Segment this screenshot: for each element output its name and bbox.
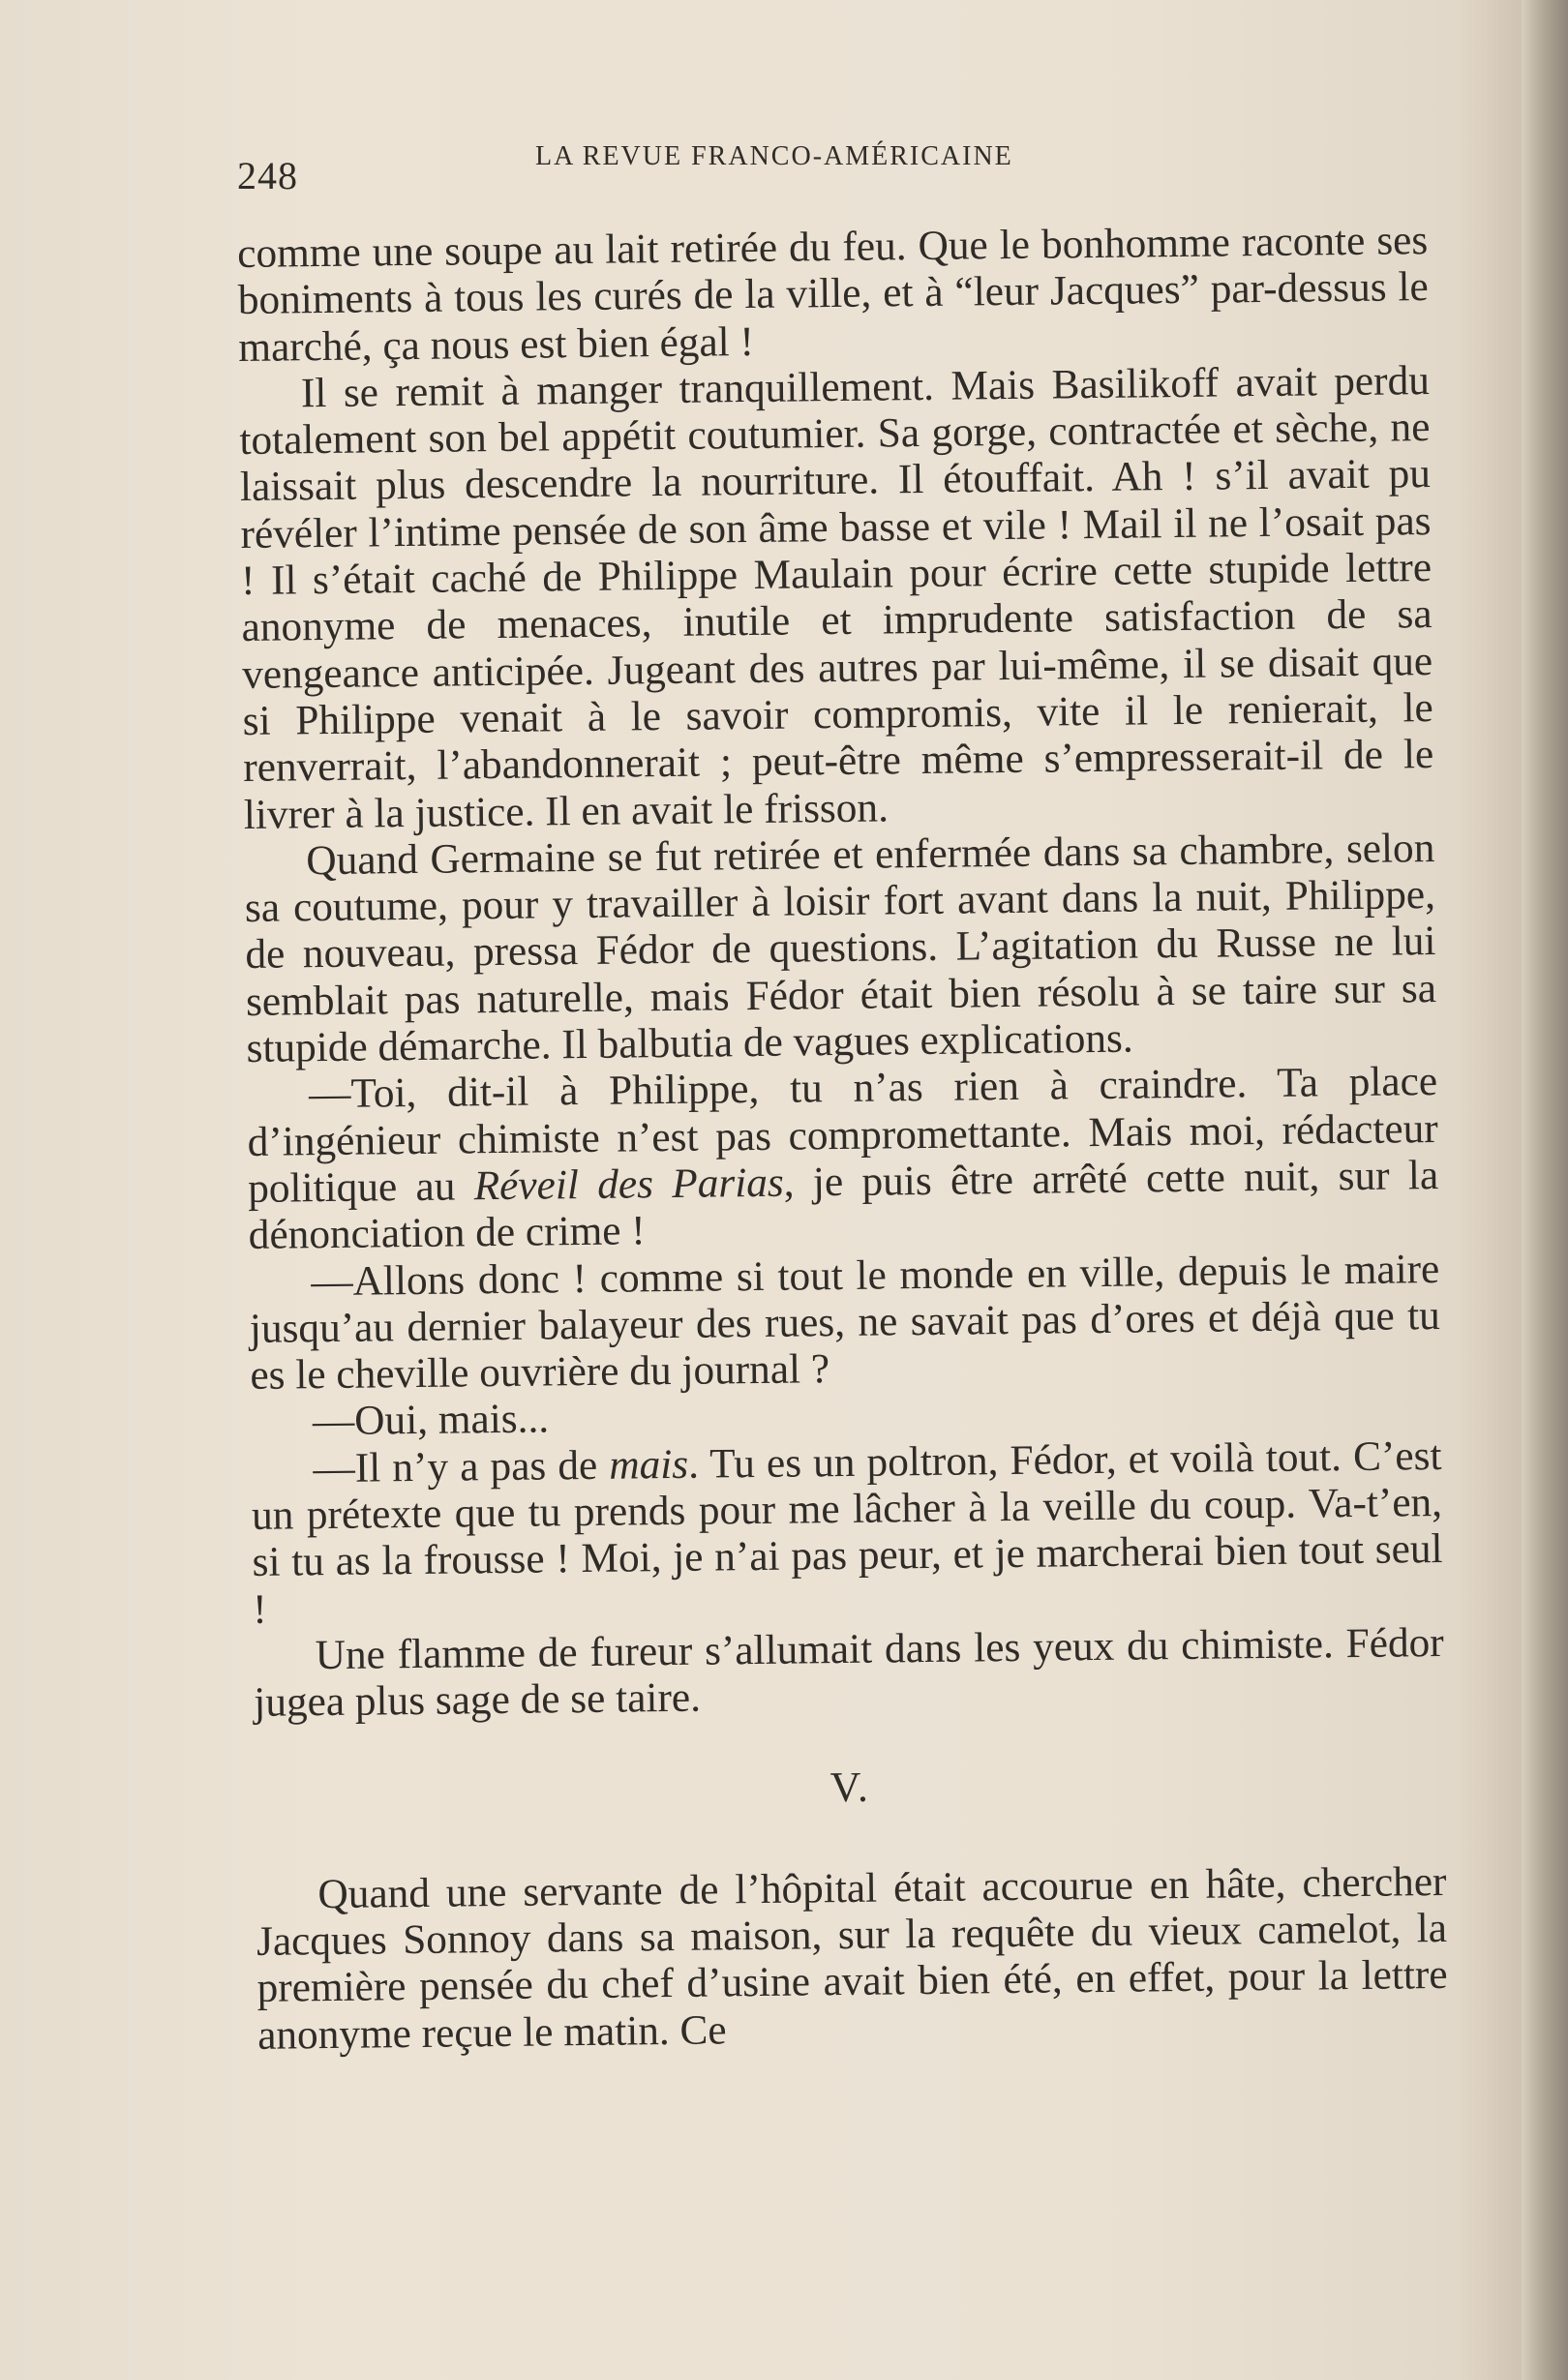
paragraph-8-text: Une flamme de fureur s’allumait dans les yeux du chimiste. Fédor jugea plus sage de se taire. — [253, 1618, 1444, 1727]
paragraph-5 — [249, 1246, 1441, 1400]
page-edge-shadow — [1522, 0, 1568, 2380]
paragraph-5-text: —Allons donc ! comme si tout le monde en ville, depuis le maire jusqu’au dernier balayeur des rues, ne savait pas d’ores et déjà que tu es le cheville ouvrière du journal ? — [249, 1245, 1441, 1400]
paragraph-7-text-a: —Il n’y a pas de — [313, 1441, 610, 1491]
newspaper-title: Réveil des Parias — [473, 1159, 784, 1210]
section-heading: V. — [829, 1762, 871, 1811]
paragraph-3 — [244, 825, 1437, 1071]
paragraph-2 — [239, 357, 1434, 838]
paragraph-1 — [237, 217, 1430, 371]
paragraph-8 — [253, 1619, 1444, 1727]
paragraph-7 — [251, 1432, 1443, 1633]
paragraph-6-text: —Oui, mais... — [312, 1395, 550, 1445]
paragraph-4-text-a: —Toi, dit-il à Philippe, tu n’as rien à craindre. Ta place d’ingénieur chimiste n’est pas compromettante. Mais moi, rédacteur politique au — [247, 1058, 1438, 1212]
italic-mais: mais — [609, 1440, 689, 1489]
page-number: 248 — [237, 154, 298, 197]
paragraph-7-text-b: . Tu es un poltron, Fédor, et voilà tout. C’est un prétexte que tu prends pour me lâcher à la veille du coup. Va-t’en, si tu as la frousse ! Moi, je n’ai pas peur, et je marcherai bien tout seul ! — [251, 1431, 1443, 1633]
paragraph-4 — [247, 1058, 1439, 1258]
journal-title: LA REVUE FRANCO-AMÉRICAINE — [535, 141, 1013, 171]
paragraph-3-text: Quand Germaine se fut retirée et enfermée dans sa chambre, selon sa coutume, pour y travailler à loisir fort avant dans la nuit, Philippe, de nouveau, pressa Fédor de questions. L’agitation du Russe ne lui semblait pas naturelle, mais Fédor était bien résolu à se taire sur sa stupide démarche. Il balbutia de vagues explications. — [244, 824, 1437, 1071]
running-head — [237, 126, 1428, 203]
paragraph-4-text-b: , je puis être arrêté cette nuit, sur la dénonciation de crime ! — [248, 1151, 1439, 1259]
closing-paragraph — [256, 1858, 1448, 2059]
book-page — [237, 126, 1448, 2059]
paragraph-1-text: comme une soupe au lait retirée du feu. Que le bonhomme raconte ses boniments à tous les curés de la ville, et à “leur Jacques” par-dessus le marché, ça nous est bien égal ! — [237, 217, 1430, 371]
body-text — [237, 217, 1448, 2059]
paragraph-2-text: Il se remit à manger tranquillement. Mais Basilikoff avait perdu totalement son bel appétit coutumier. Sa gorge, contractée et sèche, ne laissait plus descendre la nourriture. Il étouffait. Ah ! s’il avait pu révéler l’intime pensée de son âme basse et vile ! Mail il ne l’osait pas ! Il s’était caché de Philippe Maulain pour écrire cette stupide lettre anonyme de menaces, inutile et imprudente satisfaction de sa vengeance anticipée. Jugeant des autres par lui-même, il se disait que si Philippe venait à le savoir compromis, vite il le renierait, le renverrait, l’abandonnerait ; peut-être même s’empresserait-il de le livrer à la justice. Il en avait le frisson. — [239, 356, 1434, 838]
closing-paragraph-text: Quand une servante de l’hôpital était accourue en hâte, chercher Jacques Sonnoy dans sa maison, sur la requête du vieux camelot, la première pensée du chef d’usine avait bien été, en effet, pour la lettre anonyme reçue le matin. Ce — [256, 1857, 1448, 2059]
